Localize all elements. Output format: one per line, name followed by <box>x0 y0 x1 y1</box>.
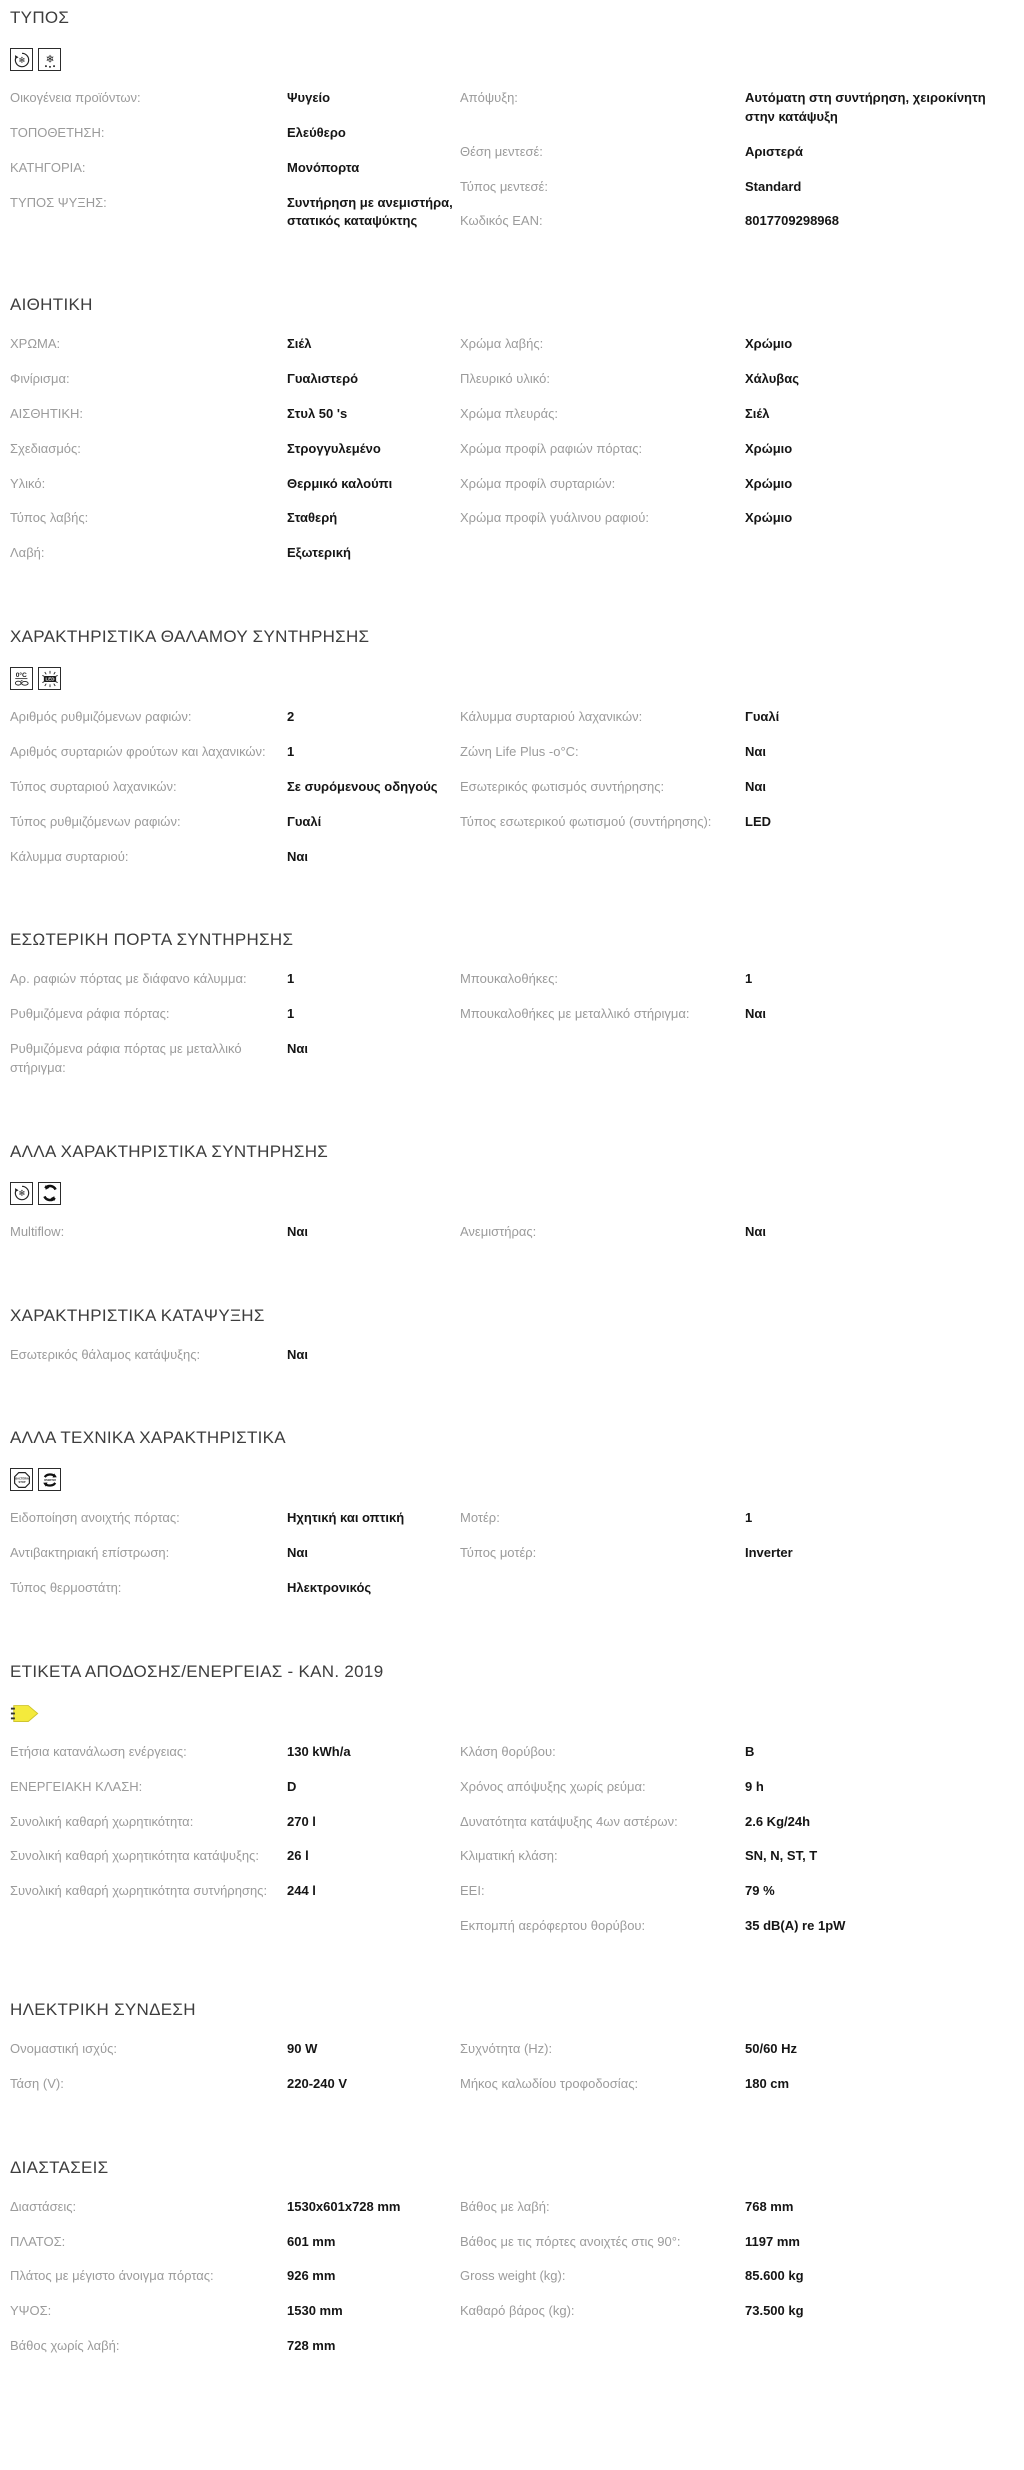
spec-label: Φινίρισμα: <box>10 371 70 387</box>
spec-value: 85.600 kg <box>745 2268 804 2284</box>
spec-label: Τύπος λαβής: <box>10 510 89 526</box>
spec-row <box>10 2198 460 2217</box>
spec-row <box>460 778 1014 797</box>
spec-row <box>10 2075 460 2094</box>
spec-label: Τάση (V): <box>10 2075 64 2091</box>
spec-label: Gross weight (kg): <box>460 2268 566 2284</box>
section-fridge-compartment <box>10 627 1014 882</box>
spec-value: Γυαλί <box>745 709 780 725</box>
spec-row <box>460 2075 1014 2094</box>
svg-text:STOP: STOP <box>17 1480 26 1484</box>
spec-row <box>10 440 460 459</box>
spec-value: 26 l <box>287 1848 309 1864</box>
spec-value: Γυαλιστερό <box>287 371 359 387</box>
spec-value: Ναι <box>287 1041 308 1057</box>
spec-value: 1530x601x728 mm <box>287 2198 401 2214</box>
spec-label: Ανεμιστήρας: <box>460 1223 537 1239</box>
column-left <box>10 2040 460 2110</box>
spec-row <box>10 2233 460 2252</box>
spec-value: Ναι <box>287 1223 308 1239</box>
spec-value: 1530 mm <box>287 2303 343 2319</box>
spec-label: Συνολική καθαρή χωρητικότητα συτνήρησης: <box>10 1883 268 1899</box>
section-icon-row <box>10 667 1014 690</box>
section-columns <box>10 970 1014 1093</box>
spec-row <box>10 405 460 424</box>
section-columns <box>10 2040 1014 2110</box>
spec-row <box>460 1847 1014 1866</box>
spec-value: Ηλεκτρονικός <box>287 1580 372 1596</box>
spec-row <box>460 2267 1014 2286</box>
spec-row <box>460 2198 1014 2217</box>
spec-label: ΠΛΑΤΟΣ: <box>10 2233 66 2249</box>
column-left <box>10 708 460 882</box>
spec-row <box>10 1544 460 1563</box>
spec-value: Ναι <box>287 848 308 864</box>
section-title: ΧΑΡΑΚΤΗΡΙΣΤΙΚΑ ΚΑΤΑΨΥΞΗΣ <box>10 1305 265 1325</box>
spec-row <box>10 1346 460 1365</box>
column-right <box>460 2040 1014 2110</box>
spec-label: ΤΥΠΟΣ ΨΥΞΗΣ: <box>10 194 107 210</box>
svg-text:❄: ❄ <box>17 54 26 65</box>
section-columns <box>10 335 1014 579</box>
spec-label: Συνολική καθαρή χωρητικότητα κατάψυξης: <box>10 1848 259 1864</box>
spec-row <box>10 1509 460 1528</box>
spec-value: 9 h <box>745 1778 764 1794</box>
spec-label: Αρ. ραφιών πόρτας με διάφανο κάλυμμα: <box>10 971 247 987</box>
spec-value: 90 W <box>287 2041 318 2056</box>
spec-value: Σιέλ <box>287 336 312 352</box>
section-aesthetics <box>10 295 1014 579</box>
spec-row <box>460 1544 1014 1563</box>
section-title: ΕΣΩΤΕΡΙΚΗ ΠΟΡΤΑ ΣΥΝΤΗΡΗΣΗΣ <box>10 930 294 950</box>
spec-row <box>10 370 460 389</box>
spec-row <box>10 1847 460 1866</box>
spec-row <box>460 1509 1014 1528</box>
spec-value: Χρώμιο <box>745 336 793 352</box>
spec-label: Καθαρό βάρος (kg): <box>460 2303 575 2319</box>
section-dimensions <box>10 2158 1014 2372</box>
spec-label: Αριθμός ρυθμιζόμενων ραφιών: <box>10 709 192 725</box>
spec-row <box>10 194 460 232</box>
spec-label: Τύπος μεντεσέ: <box>460 178 548 194</box>
spec-row <box>460 1005 1014 1024</box>
spec-label: Βάθος με λαβή: <box>460 2198 550 2214</box>
column-left <box>10 970 460 1093</box>
spec-value: Σιέλ <box>745 405 770 421</box>
spec-row <box>10 1040 460 1078</box>
spec-row <box>460 405 1014 424</box>
spec-label: Πλευρικό υλικό: <box>460 371 550 387</box>
spec-value: Σε συρόμενους οδηγούς <box>287 778 438 794</box>
spec-label: Χρώμα προφίλ γυάλινου ραφιού: <box>460 510 650 526</box>
spec-row <box>10 159 460 178</box>
spec-label: Θέση μεντεσέ: <box>460 143 543 159</box>
spec-row <box>460 2040 1014 2059</box>
spec-label: Υλικό: <box>10 475 46 491</box>
section-title: ΕΤΙΚΕΤΑ ΑΠΟΔΟΣΗΣ/ΕΝΕΡΓΕΙΑΣ - ΚΑΝ. 2019 <box>10 1661 384 1681</box>
spec-row <box>10 1743 460 1762</box>
column-right <box>460 1743 1014 1952</box>
spec-label: Διαστάσεις: <box>10 2198 77 2214</box>
spec-value: Χάλυβας <box>745 371 799 387</box>
spec-label: Μήκος καλωδίου τροφοδοσίας: <box>460 2075 639 2091</box>
section-other-fridge-features <box>10 1142 1014 1258</box>
spec-row <box>10 1223 460 1242</box>
spec-label: Χρώμα προφίλ συρταριών: <box>460 475 616 491</box>
section-columns <box>10 1346 1014 1381</box>
column-left <box>10 335 460 579</box>
zone-0c-icon <box>10 667 33 690</box>
spec-value: Inverter <box>745 1545 793 1561</box>
spec-label: Εσωτερικός θάλαμος κατάψυξης: <box>10 1346 201 1362</box>
spec-label: Βάθος χωρίς λαβή: <box>10 2338 120 2354</box>
spec-label: Τύπος εσωτερικού φωτισμού (συντήρησης): <box>460 813 712 829</box>
spec-value: 1 <box>287 1006 295 1022</box>
spec-row <box>460 2233 1014 2252</box>
section-fridge-inner-door <box>10 930 1014 1093</box>
spec-label: ΕΝΕΡΓΕΙΑΚΗ ΚΛΑΣΗ: <box>10 1778 143 1794</box>
spec-value: 1 <box>745 1510 753 1526</box>
spec-label: Ζώνη Life Plus -ο°C: <box>460 743 579 759</box>
column-right <box>460 335 1014 544</box>
spec-row <box>460 89 1014 127</box>
spec-value: Αυτόματη στη συντήρηση, χειροκίνητη στην κατάψυξη <box>745 90 986 124</box>
spec-label: Σχεδιασμός: <box>10 440 81 456</box>
spec-value: D <box>287 1778 297 1794</box>
spec-row <box>10 1813 460 1832</box>
section-title: ΗΛΕΚΤΡΙΚΗ ΣΥΝΔΕΣΗ <box>10 2000 196 2019</box>
spec-value: 1 <box>745 971 753 987</box>
spec-row <box>10 544 460 563</box>
spec-row <box>10 813 460 832</box>
spec-label: Πλάτος με μέγιστο άνοιγμα πόρτας: <box>10 2268 214 2284</box>
spec-value: 50/60 Hz <box>745 2041 798 2056</box>
spec-row <box>10 1005 460 1024</box>
spec-value: Ηχητική και οπτική <box>287 1510 405 1526</box>
spec-value: Ελεύθερο <box>287 124 346 140</box>
spec-value: Σταθερή <box>287 510 338 526</box>
spec-value: Μονόπορτα <box>287 159 360 175</box>
spec-value: 728 mm <box>287 2338 336 2354</box>
column-right <box>460 2198 1014 2337</box>
spec-row <box>460 743 1014 762</box>
spec-row <box>460 440 1014 459</box>
spec-row <box>10 2267 460 2286</box>
spec-row <box>460 370 1014 389</box>
spec-row <box>460 335 1014 354</box>
spec-value: 2 <box>287 709 295 725</box>
section-columns <box>10 2198 1014 2372</box>
spec-value: Στρογγυλεμένο <box>287 440 381 456</box>
fan-cooling-icon <box>10 48 33 71</box>
spec-label: Ρυθμιζόμενα ράφια πόρτας: <box>10 1006 170 1022</box>
spec-value: 1 <box>287 971 295 987</box>
column-right <box>460 708 1014 847</box>
multiflow-icon <box>10 1182 33 1205</box>
spec-row <box>460 143 1014 162</box>
inverter-icon <box>38 1468 61 1491</box>
spec-label: Ετήσια κατανάλωση ενέργειας: <box>10 1743 187 1759</box>
spec-label: ΤΟΠΟΘΕΤΗΣΗ: <box>10 124 105 140</box>
spec-row <box>10 1579 460 1598</box>
spec-value: Ψυγείο <box>287 90 331 105</box>
spec-row <box>460 509 1014 528</box>
column-right <box>460 970 1014 1040</box>
spec-label: Κάλυμμα συρταριού: <box>10 848 129 864</box>
spec-value: 270 l <box>287 1813 316 1829</box>
svg-text:0°C: 0°C <box>15 671 27 679</box>
spec-value: Συντήρηση με ανεμιστήρα, στατικός καταψύκτης <box>287 194 453 229</box>
spec-label: Χρώμα λαβής: <box>460 336 544 352</box>
spec-value: Ναι <box>745 1223 766 1239</box>
section-typos <box>10 8 1014 247</box>
spec-value: Εξωτερική <box>287 545 351 561</box>
spec-value: 180 cm <box>745 2075 790 2091</box>
section-energy-label <box>10 1662 1014 1952</box>
spec-row <box>460 1882 1014 1901</box>
spec-label: Εσωτερικός φωτισμός συντήρησης: <box>460 778 665 794</box>
spec-value: 73.500 kg <box>745 2303 804 2319</box>
spec-label: Απόψυξη: <box>460 90 518 105</box>
spec-row <box>460 178 1014 197</box>
svg-text:BACTERIA: BACTERIA <box>14 1477 29 1481</box>
spec-value: 601 mm <box>287 2233 336 2249</box>
spec-row <box>460 1813 1014 1832</box>
spec-value: LED <box>745 813 771 829</box>
spec-label: Συχνότητα (Hz): <box>460 2041 553 2056</box>
spec-row <box>460 212 1014 231</box>
spec-label: Ρυθμιζόμενα ράφια πόρτας με μεταλλικό στήριγμα: <box>10 1041 242 1075</box>
section-title: ΤΥΠΟΣ <box>10 8 70 27</box>
section-icon-row <box>10 1468 1014 1491</box>
spec-value: Χρώμιο <box>745 475 793 491</box>
column-left <box>10 89 460 247</box>
spec-value: 8017709298968 <box>745 213 839 229</box>
spec-value: 1 <box>287 743 295 759</box>
spec-value: 35 dB(A) re 1pW <box>745 1918 846 1934</box>
section-columns <box>10 1743 1014 1952</box>
spec-row <box>460 1778 1014 1797</box>
spec-row <box>10 2337 460 2356</box>
spec-row <box>10 335 460 354</box>
spec-value: Χρώμιο <box>745 510 793 526</box>
spec-row <box>460 1917 1014 1936</box>
spec-value: 768 mm <box>745 2198 794 2214</box>
spec-label: Ειδοποίηση ανοιχτής πόρτας: <box>10 1510 180 1526</box>
bacteria-stop-icon <box>10 1468 33 1491</box>
section-columns <box>10 1223 1014 1258</box>
section-electrical-connection <box>10 2000 1014 2110</box>
section-icon-row <box>10 1182 1014 1205</box>
column-left <box>10 1509 460 1614</box>
spec-label: Αντιβακτηριακή επίστρωση: <box>10 1545 170 1561</box>
column-right <box>460 1223 1014 1258</box>
spec-value: Ναι <box>745 743 766 759</box>
column-left <box>10 1223 460 1258</box>
spec-value: Αριστερά <box>745 143 803 159</box>
spec-row <box>460 475 1014 494</box>
svg-text:LED: LED <box>45 676 54 682</box>
spec-label: Κλάση θορύβου: <box>460 1743 556 1759</box>
column-left <box>10 1743 460 1917</box>
column-left <box>10 1346 460 1381</box>
spec-row <box>460 813 1014 832</box>
section-icon-row <box>10 48 1014 71</box>
spec-value: 2.6 Kg/24h <box>745 1813 811 1829</box>
spec-row <box>10 1882 460 1901</box>
spec-value: B <box>745 1743 755 1759</box>
spec-label: Τύπος μοτέρ: <box>460 1545 537 1561</box>
spec-value: Θερμικό καλούπι <box>287 475 393 491</box>
column-left <box>10 2198 460 2372</box>
section-title: ΔΙΑΣΤΑΣΕΙΣ <box>10 2157 109 2177</box>
spec-row <box>460 1223 1014 1242</box>
spec-value: 1197 mm <box>745 2233 800 2249</box>
spec-row <box>10 124 460 143</box>
spec-label: ΧΡΩΜΑ: <box>10 336 61 352</box>
spec-label: Τύπος συρταριού λαχανικών: <box>10 778 177 794</box>
spec-value: 244 l <box>287 1883 316 1899</box>
spec-row <box>460 1743 1014 1762</box>
section-title: ΑΙΘΗΤΙΚΗ <box>10 295 93 315</box>
spec-label: Βάθος με τις πόρτες ανοιχτές στις 90°: <box>460 2233 681 2249</box>
spec-label: Χρώμα προφίλ ραφιών πόρτας: <box>460 440 643 456</box>
spec-value: Standard <box>745 178 802 194</box>
spec-value: 926 mm <box>287 2268 336 2284</box>
spec-row <box>10 970 460 989</box>
spec-row <box>10 848 460 867</box>
spec-row <box>10 778 460 797</box>
spec-label: Δυνατότητα κατάψυξης 4ων αστέρων: <box>460 1813 678 1829</box>
section-columns <box>10 89 1014 247</box>
spec-value: Γυαλί <box>287 813 322 829</box>
spec-row <box>10 509 460 528</box>
section-icon-row <box>10 1702 1014 1725</box>
spec-label: Μοτέρ: <box>460 1510 500 1526</box>
spec-value: 220-240 V <box>287 2075 347 2091</box>
spec-label: Μπουκαλοθήκες: <box>460 971 558 987</box>
spec-value: 79 % <box>745 1883 775 1899</box>
svg-text:❄: ❄ <box>45 53 54 65</box>
spec-row <box>10 475 460 494</box>
spec-label: Multiflow: <box>10 1223 65 1239</box>
spec-label: Χρώμα πλευράς: <box>460 405 558 421</box>
spec-row <box>10 743 460 762</box>
section-other-technical <box>10 1428 1014 1614</box>
spec-row <box>10 1778 460 1797</box>
spec-value: SN, N, ST, T <box>745 1848 818 1864</box>
svg-text:❄: ❄ <box>17 1188 26 1199</box>
spec-label: Κάλυμμα συρταριού λαχανικών: <box>460 709 643 725</box>
spec-sheet <box>10 8 1014 2372</box>
energy-label-icon <box>10 1704 40 1723</box>
spec-row <box>460 708 1014 727</box>
spec-value: Ναι <box>745 778 766 794</box>
spec-row <box>460 970 1014 989</box>
section-title: ΑΛΛΑ ΧΑΡΑΚΤΗΡΙΣΤΙΚΑ ΣΥΝΤΗΡΗΣΗΣ <box>10 1141 329 1161</box>
led-light-icon <box>38 667 61 690</box>
spec-label: Χρόνος απόψυξης χωρίς ρεύμα: <box>460 1778 646 1794</box>
spec-value: Ναι <box>287 1545 308 1561</box>
spec-label: Κωδικός EAN: <box>460 213 543 229</box>
section-freezer-features <box>10 1306 1014 1381</box>
spec-row <box>10 2040 460 2059</box>
spec-label: Κλιματική κλάση: <box>460 1848 558 1864</box>
spec-label: Οικογένεια προϊόντων: <box>10 90 141 105</box>
spec-value: Ναι <box>287 1346 308 1362</box>
spec-label: ΑΙΣΘΗΤΙΚΗ: <box>10 405 84 421</box>
spec-label: Τύπος ρυθμιζόμενων ραφιών: <box>10 813 181 829</box>
spec-label: Αριθμός συρταριών φρούτων και λαχανικών: <box>10 743 266 759</box>
fan-circulation-icon <box>38 1182 61 1205</box>
spec-label: Λαβή: <box>10 545 45 561</box>
spec-label: Τύπος θερμοστάτη: <box>10 1580 122 1596</box>
spec-label: Συνολική καθαρή χωρητικότητα: <box>10 1813 194 1829</box>
spec-row <box>10 708 460 727</box>
spec-label: EEI: <box>460 1883 485 1899</box>
spec-label: ΚΑΤΗΓΟΡΙΑ: <box>10 159 86 175</box>
spec-label: ΥΨΟΣ: <box>10 2303 52 2319</box>
spec-row <box>10 89 460 108</box>
section-title: ΑΛΛΑ ΤΕΧΝΙΚΑ ΧΑΡΑΚΤΗΡΙΣΤΙΚΑ <box>10 1428 286 1448</box>
column-right <box>460 89 1014 247</box>
defrost-icon <box>38 48 61 71</box>
spec-label: Ονομαστική ισχύς: <box>10 2041 117 2056</box>
spec-row <box>10 2302 460 2321</box>
section-title: ΧΑΡΑΚΤΗΡΙΣΤΙΚΑ ΘΑΛΑΜΟΥ ΣΥΝΤΗΡΗΣΗΣ <box>10 627 370 647</box>
spec-value: Ναι <box>745 1006 766 1022</box>
spec-value: Στυλ 50 's <box>287 405 348 421</box>
spec-value: 130 kWh/a <box>287 1743 351 1759</box>
section-columns <box>10 1509 1014 1614</box>
svg-text:INVERTER: INVERTER <box>43 1479 56 1482</box>
column-right <box>460 1509 1014 1579</box>
spec-value: Χρώμιο <box>745 440 793 456</box>
section-columns <box>10 708 1014 882</box>
spec-label: Εκπομπή αερόφερτου θορύβου: <box>460 1918 646 1934</box>
spec-label: Μπουκαλοθήκες με μεταλλικό στήριγμα: <box>460 1006 690 1022</box>
spec-row <box>460 2302 1014 2321</box>
